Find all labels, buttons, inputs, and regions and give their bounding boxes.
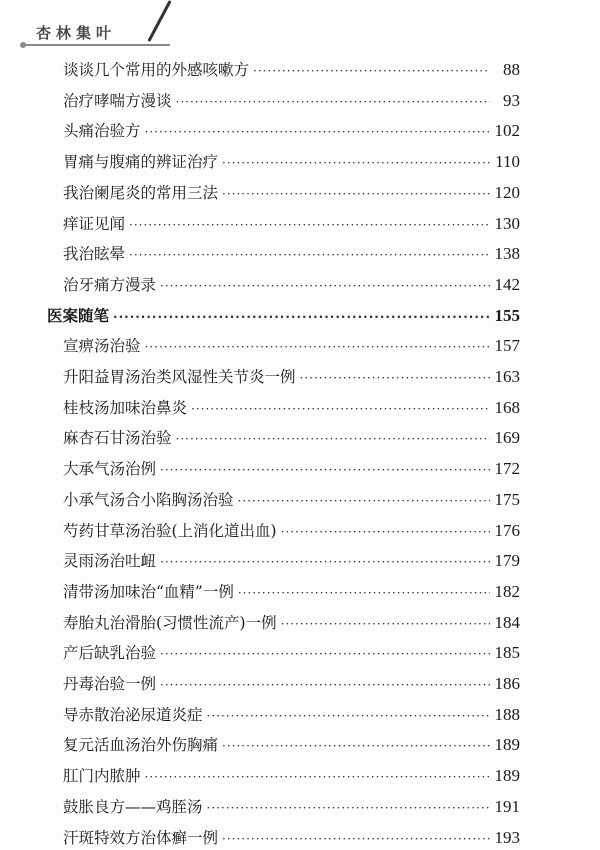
toc-entry[interactable] xyxy=(63,273,520,297)
toc-entry[interactable] xyxy=(63,672,520,696)
dot-leader xyxy=(160,279,490,293)
toc-entry[interactable] xyxy=(63,703,520,727)
dot-leader xyxy=(281,525,490,539)
toc-title: 小承气汤合小陷胸汤治验 xyxy=(63,490,234,509)
dot-leader xyxy=(207,801,490,815)
dot-leader xyxy=(238,586,490,600)
page-number: 93 xyxy=(503,90,520,110)
toc-entry[interactable] xyxy=(63,89,520,113)
dot-leader xyxy=(222,739,490,753)
toc-entry[interactable] xyxy=(63,365,520,389)
toc-entry[interactable] xyxy=(63,119,520,143)
toc-section-heading[interactable] xyxy=(47,304,520,328)
toc-title: 复元活血汤治外伤胸痛 xyxy=(63,736,219,755)
toc-entry[interactable] xyxy=(63,826,520,850)
toc-entry[interactable] xyxy=(63,242,520,266)
toc-title: 肛门内脓肿 xyxy=(63,767,141,786)
dot-leader xyxy=(191,402,490,416)
page-number: 188 xyxy=(494,704,520,724)
book-title: 杏林集叶 xyxy=(36,24,117,42)
toc-entry[interactable] xyxy=(63,150,520,174)
toc-title: 头痛治验方 xyxy=(63,122,141,141)
toc-title: 治疗哮喘方漫谈 xyxy=(63,91,172,110)
toc-title: 胃痛与腹痛的辨证治疗 xyxy=(63,153,219,172)
toc-entry[interactable] xyxy=(63,733,520,757)
dot-leader xyxy=(300,371,490,385)
page-number: 163 xyxy=(494,367,520,386)
page-number: 157 xyxy=(494,336,520,356)
toc-entry[interactable] xyxy=(63,58,520,82)
page-number: 169 xyxy=(494,428,520,448)
dot-leader xyxy=(145,770,490,784)
dot-leader xyxy=(253,64,490,78)
page-number: 184 xyxy=(494,612,520,632)
page-number: 185 xyxy=(494,643,520,663)
dot-leader xyxy=(176,432,490,446)
dot-leader xyxy=(207,709,490,723)
toc-title: 痒证见闻 xyxy=(63,214,126,233)
toc-title: 宣痹汤治验 xyxy=(63,337,141,356)
dot-leader xyxy=(129,218,490,232)
page-number: 186 xyxy=(494,674,520,693)
page-number: 191 xyxy=(494,796,520,816)
toc-title: 我治阑尾炎的常用三法 xyxy=(63,183,219,202)
page-number: 138 xyxy=(494,244,520,264)
toc-entry[interactable] xyxy=(63,795,520,819)
page-number: 155 xyxy=(494,305,520,325)
toc-title: 大承气汤治例 xyxy=(63,460,157,479)
dot-leader xyxy=(160,463,490,477)
header-rule xyxy=(22,44,170,46)
page-number: 189 xyxy=(494,766,520,786)
toc-entry[interactable] xyxy=(63,488,520,512)
page-number: 179 xyxy=(494,551,520,571)
toc-title: 产后缺乳治验 xyxy=(63,644,157,663)
running-header xyxy=(20,12,170,52)
toc-title: 治牙痛方漫录 xyxy=(63,275,157,294)
page-number: 120 xyxy=(494,182,520,202)
toc-title: 灵雨汤治吐衄 xyxy=(63,552,157,571)
dot-leader xyxy=(145,340,490,354)
toc-title: 升阳益胃汤治类风湿性关节炎一例 xyxy=(63,368,296,386)
toc-title: 谈谈几个常用的外感咳嗽方 xyxy=(63,61,250,79)
toc-entry[interactable] xyxy=(63,181,520,205)
toc-entry[interactable] xyxy=(63,457,520,481)
dot-leader xyxy=(222,156,490,170)
page-number: 130 xyxy=(494,213,520,233)
brush-pen-icon xyxy=(147,0,171,42)
toc-title: 汗斑特效方治体癣一例 xyxy=(63,828,219,847)
dot-leader xyxy=(160,555,490,569)
page-number: 175 xyxy=(494,489,520,509)
toc-entry[interactable] xyxy=(63,549,520,573)
toc-entry[interactable] xyxy=(63,611,520,635)
page-number: 172 xyxy=(494,459,520,479)
toc-title: 麻杏石甘汤治验 xyxy=(63,429,172,448)
page-number: 110 xyxy=(495,152,520,172)
dot-leader xyxy=(129,248,490,262)
page-number: 88 xyxy=(503,60,520,79)
toc-title: 芍药甘草汤治验(上消化道出血) xyxy=(63,521,277,540)
dot-leader xyxy=(176,95,490,109)
toc-entry[interactable] xyxy=(63,334,520,358)
toc-entry[interactable] xyxy=(63,212,520,236)
toc-entry[interactable] xyxy=(63,764,520,788)
toc-title: 寿胎丸治滑胎(习惯性流产)一例 xyxy=(63,613,277,632)
toc-title: 桂枝汤加味治鼻炎 xyxy=(63,398,188,417)
toc-title: 丹毒治验一例 xyxy=(63,675,157,693)
toc-entry[interactable] xyxy=(63,641,520,665)
page-number: 168 xyxy=(494,397,520,417)
page-number: 176 xyxy=(494,520,520,540)
dot-leader xyxy=(238,494,490,508)
page-number: 182 xyxy=(494,581,520,601)
page-number: 102 xyxy=(494,121,520,141)
dot-leader xyxy=(160,678,490,692)
toc-entry[interactable] xyxy=(63,426,520,450)
toc-title: 清带汤加味治“血精”一例 xyxy=(63,582,234,601)
toc-title: 鼓胀良方——鸡胵汤 xyxy=(63,797,203,816)
toc-title: 医案随笔 xyxy=(47,306,110,325)
page-number: 193 xyxy=(494,827,520,847)
dot-leader xyxy=(113,310,490,324)
toc-entry[interactable] xyxy=(63,580,520,604)
toc-entry[interactable] xyxy=(63,519,520,543)
page-number: 189 xyxy=(494,735,520,755)
dot-leader xyxy=(281,617,490,631)
dot-leader xyxy=(160,647,490,661)
dot-leader xyxy=(222,187,490,201)
dot-leader xyxy=(222,832,490,846)
toc-entry[interactable] xyxy=(63,396,520,420)
toc-title: 我治眩晕 xyxy=(63,245,126,264)
dot-leader xyxy=(145,125,490,139)
page-number: 142 xyxy=(494,274,520,294)
toc-title: 导赤散治泌尿道炎症 xyxy=(63,705,203,724)
